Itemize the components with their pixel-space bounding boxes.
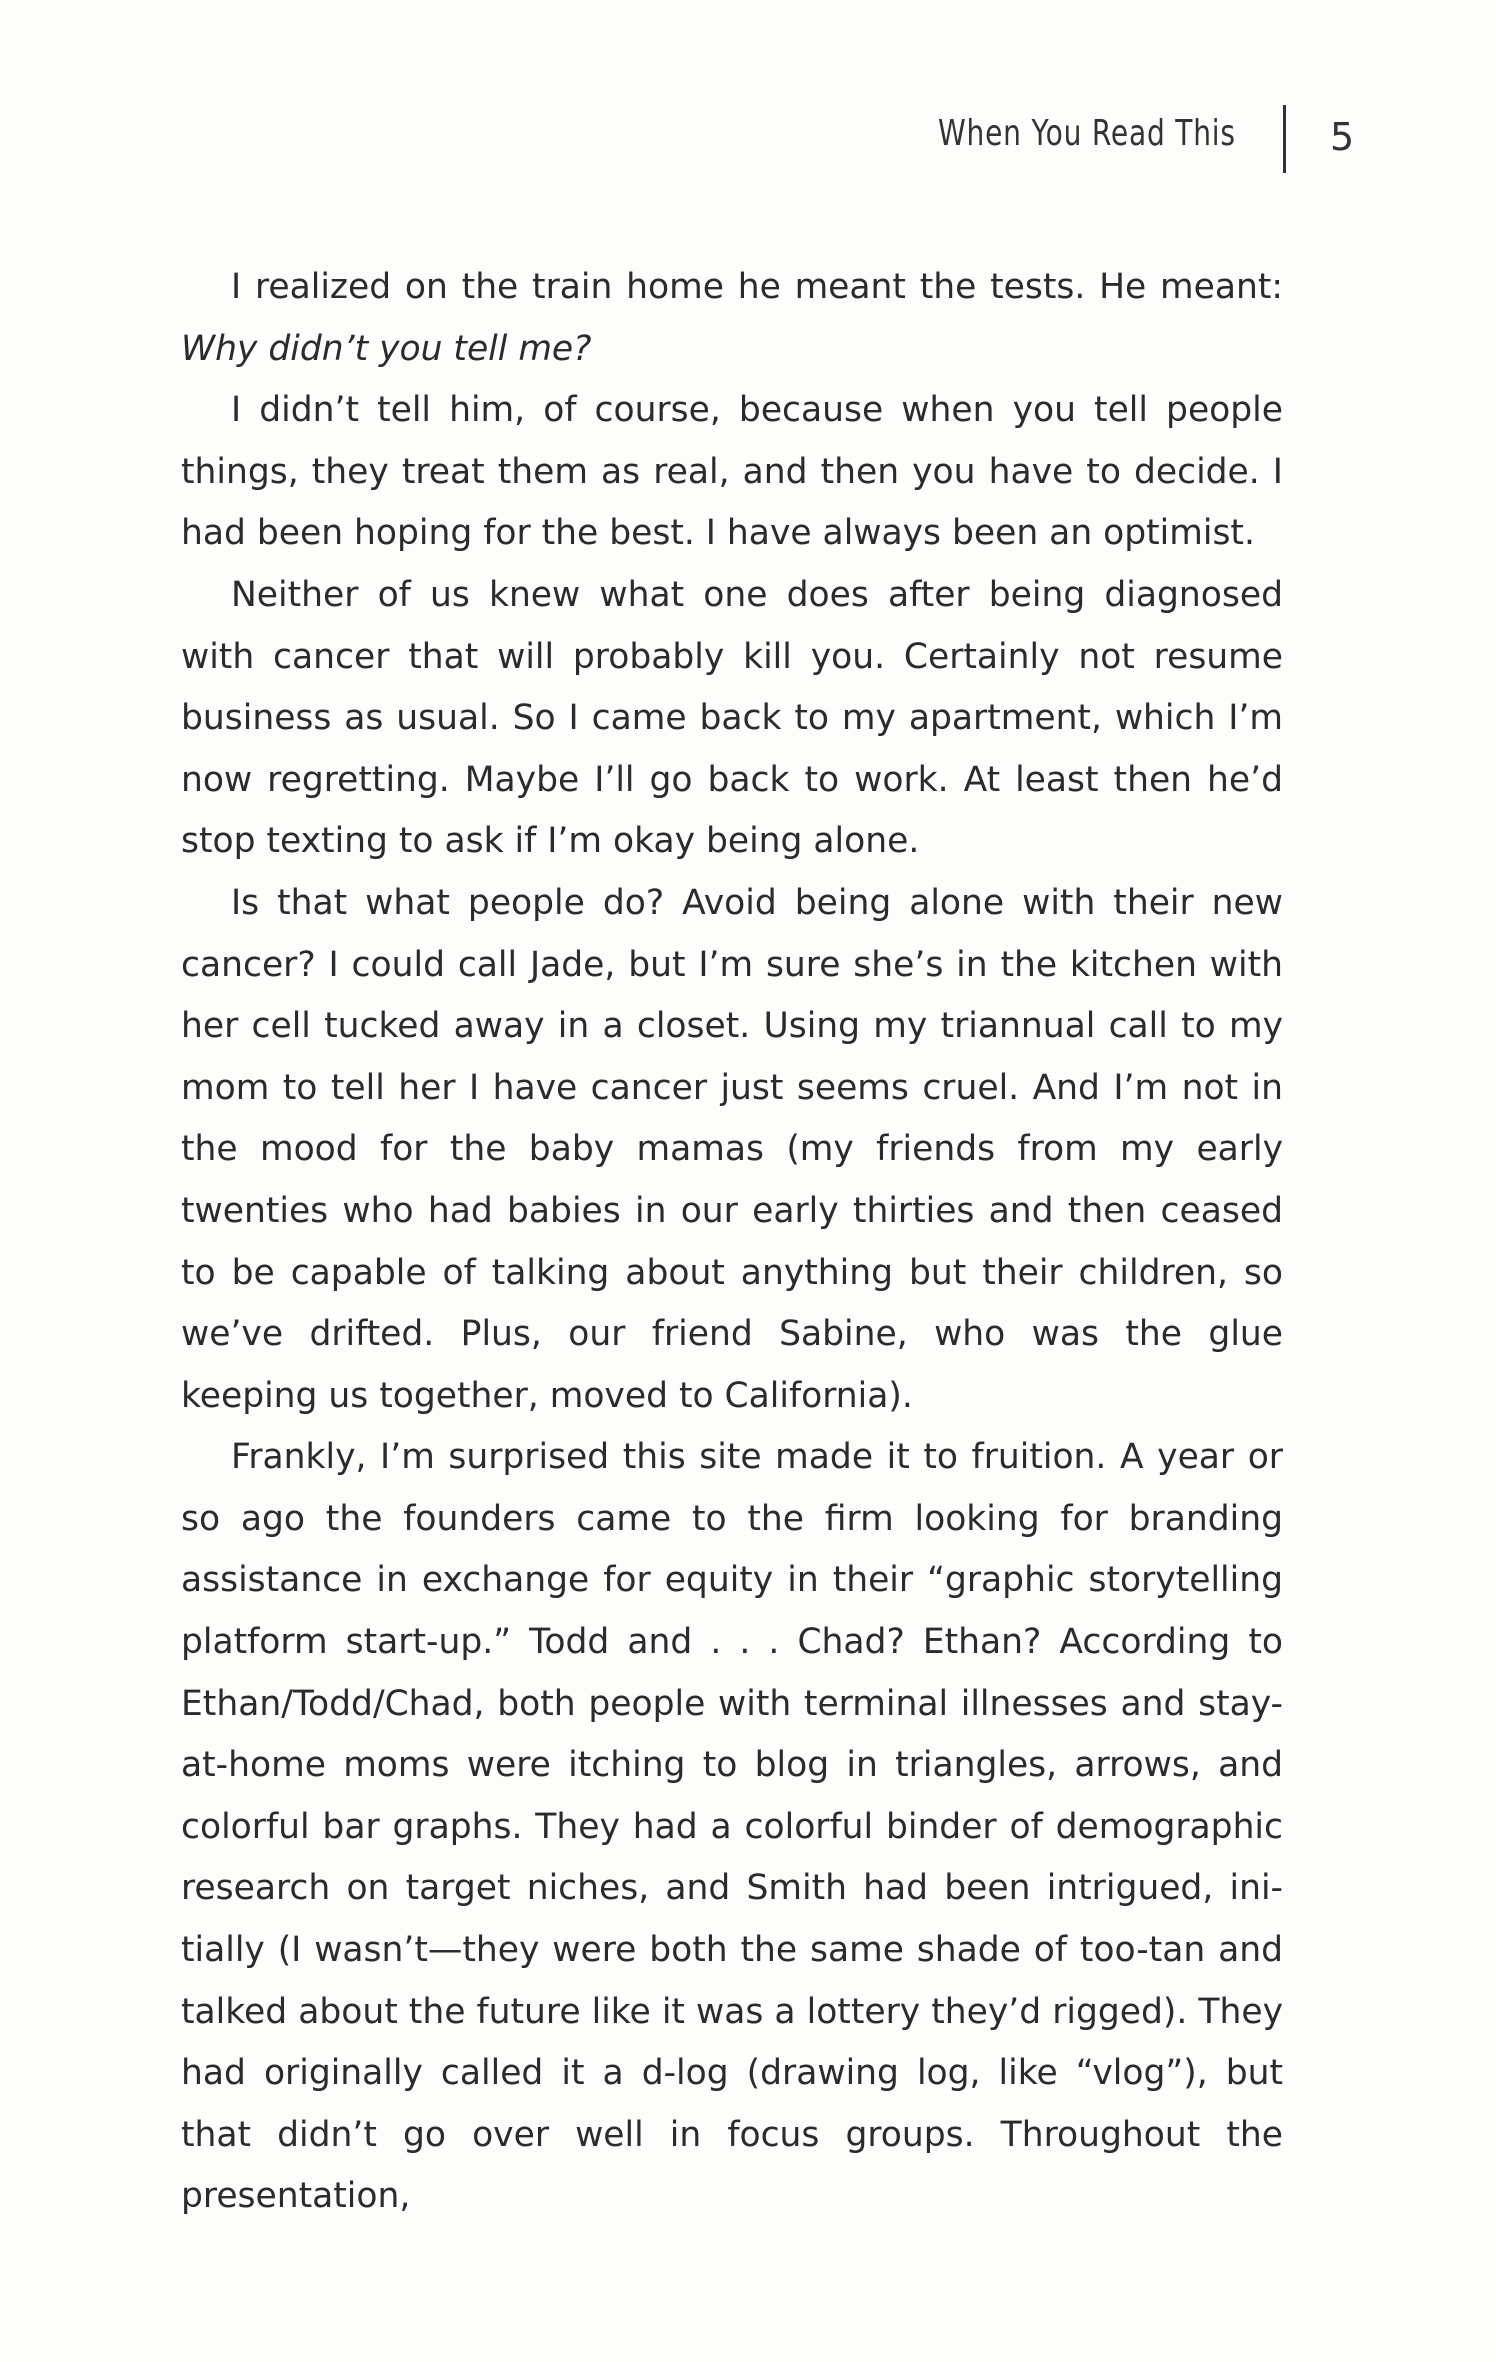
- paragraph-4: Is that what people do? Avoid being alone with their new cancer? I could call Jade, but I’m sure she’s in the kitchen with her cell tucked away in a closet. Using my triannual call to my mom to tell her I have cancer just seems cruel. And I’m not in the mood for the baby mamas (my friends from my early twenties who had babies in our early thirties and then ceased to be capable of talking about anything but their children, so we’ve drifted. Plus, our friend Sabine, who was the glue keeping us together, moved to California).: [181, 882, 1283, 1416]
- paragraph-2: I didn’t tell him, of course, because when you tell people things, they treat them as real, and then you have to decide. I had been hoping for the best. I have always been an optimist.: [181, 390, 1283, 554]
- paragraph-5: Frankly, I’m surprised this site made it to fruition. A year or so ago the founders came to the firm looking for branding assistance in exchange for equity in their “graphic storytelling platform start-up.” Todd and . . . Chad? Ethan? According to Ethan/Todd/Chad, both people with terminal illnesses and stay-at-home moms were itching to blog in triangles, arrows, and colorful bar graphs. They had a colorful binder of demographic research on target niches, and Smith had been intrigued, initially (I wasn’t—they were both the same shade of too-tan and talked about the future like it was a lottery they’d rigged). They had originally called it a d-log (drawing log, like “vlog”), but that didn’t go over well in focus groups. Throughout the presentation,: [181, 1437, 1283, 2217]
- paragraph-1-italic: Why didn’t you tell me?: [181, 328, 592, 369]
- page-number: 5: [1330, 115, 1355, 159]
- paragraph-3: Neither of us knew what one does after being diagnosed with cancer that will probably kill you. Certainly not resume business as usual. So I came back to my apartment, which I’m now regretting. Maybe I’ll go back to work. At least then he’d stop texting to ask if I’m okay being alone.: [181, 574, 1283, 862]
- paragraph-1-text: I realized on the train home he meant the tests. He meant:: [231, 267, 1283, 307]
- running-head: [0, 105, 1496, 175]
- paragraph-1: [181, 257, 1283, 380]
- running-title: When You Read This: [938, 113, 1236, 154]
- header-rule: [1283, 105, 1286, 173]
- body-text: [181, 257, 1283, 2228]
